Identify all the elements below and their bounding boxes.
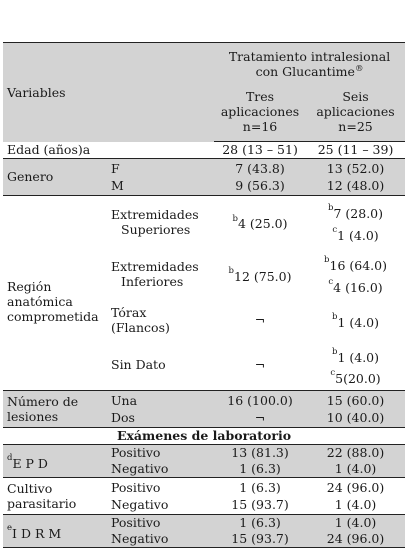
cultivo-pos-seis: 24 (96.0) [306, 477, 405, 497]
section-title: Exámenes de laboratorio [3, 427, 405, 444]
cultivo-pos-tres: 1 (6.3) [214, 477, 306, 497]
epd-pos-label: Positivo [107, 444, 214, 461]
seis-aplicaciones-header: Seis aplicaciones n=25 [306, 89, 405, 142]
lesiones-dos-tres: ¬ [214, 410, 306, 428]
idrm-pos-seis: 1 (4.0) [306, 514, 405, 531]
region-torax-seis: $^b$1 (4.0) [332, 311, 380, 330]
lesiones-una-label: Una [107, 390, 214, 410]
edad-label: Edad (años)a [3, 142, 214, 159]
region-sup-label: Extremidades Superiores [107, 195, 214, 248]
treatment-header: Tratamiento intralesional con Glucantime® [214, 43, 405, 90]
results-table [3, 42, 405, 548]
epd-neg-tres: 1 (6.3) [214, 461, 306, 478]
region-torax-tres: ¬ [254, 312, 266, 327]
idrm-neg-label: Negativo [107, 531, 214, 548]
idrm-neg-tres: 15 (93.7) [214, 531, 306, 548]
region-sindato-label: Sin Dato [111, 357, 166, 372]
region-sindato-seis: $^b$1 (4.0) $^c$5(20.0) [330, 346, 381, 386]
epd-pos-seis: 22 (88.0) [306, 444, 405, 461]
lesiones-label: Número de lesiones [3, 390, 107, 427]
genero-m-label: M [107, 178, 214, 196]
genero-label: Genero [3, 158, 107, 195]
cultivo-pos-label: Positivo [107, 477, 214, 497]
region-sindato-tres: ¬ [254, 357, 266, 372]
lesiones-una-tres: 16 (100.0) [214, 390, 306, 410]
genero-f-label: F [107, 158, 214, 178]
genero-f-seis: 13 (52.0) [306, 158, 405, 178]
idrm-pos-tres: 1 (6.3) [214, 514, 306, 531]
genero-m-tres: 9 (56.3) [214, 178, 306, 196]
idrm-label: $^e$I D R M [3, 514, 107, 547]
row-idrm-pos [3, 514, 405, 531]
row-section-lab [3, 427, 405, 444]
cultivo-label: Cultivo parasitario [3, 477, 107, 514]
row-edad [3, 142, 405, 159]
variables-header: Variables [3, 43, 214, 142]
lesiones-dos-label: Dos [107, 410, 214, 428]
epd-neg-label: Negativo [107, 461, 214, 478]
region-inf-seis: $^b$16 (64.0) $^c$4 (16.0) [324, 254, 387, 295]
region-sup-tres: $^b_{4 (25.0)}$ [214, 195, 306, 248]
idrm-pos-label: Positivo [107, 514, 214, 531]
epd-neg-seis: 1 (4.0) [306, 461, 405, 478]
epd-label: $^d$E P D [3, 444, 107, 477]
row-region-superiores [3, 195, 405, 248]
genero-f-tres: 7 (43.8) [214, 158, 306, 178]
row-epd-pos [3, 444, 405, 461]
tres-aplicaciones-header: Tres aplicaciones n=16 [214, 89, 306, 142]
header-row-treatment [3, 43, 405, 90]
genero-m-seis: 12 (48.0) [306, 178, 405, 196]
edad-seis: 25 (11 – 39) [306, 142, 405, 159]
cultivo-neg-label: Negativo [111, 496, 169, 512]
cultivo-neg-tres: 15 (93.7) [231, 496, 289, 512]
row-cultivo-pos [3, 477, 405, 497]
idrm-neg-seis: 24 (96.0) [306, 531, 405, 548]
region-inf-label: Extremidades Inferiores [111, 258, 199, 289]
region-sup-seis: $^b$7 (28.0) $^c$1 (4.0) [306, 195, 405, 248]
region-inf-tres: $^b$12 (75.0) [228, 265, 292, 284]
region-label: Región anatómica comprometida [3, 195, 107, 390]
epd-pos-tres: 13 (81.3) [214, 444, 306, 461]
lesiones-dos-seis: 10 (40.0) [306, 410, 405, 428]
row-lesiones-una [3, 390, 405, 410]
region-torax-label: Tórax (Flancos) [111, 304, 170, 335]
row-genero-f [3, 158, 405, 178]
cultivo-neg-seis: 1 (4.0) [334, 496, 377, 512]
results-table-container [3, 42, 405, 548]
lesiones-una-seis: 15 (60.0) [306, 390, 405, 410]
edad-tres: 28 (13 – 51) [214, 142, 306, 159]
